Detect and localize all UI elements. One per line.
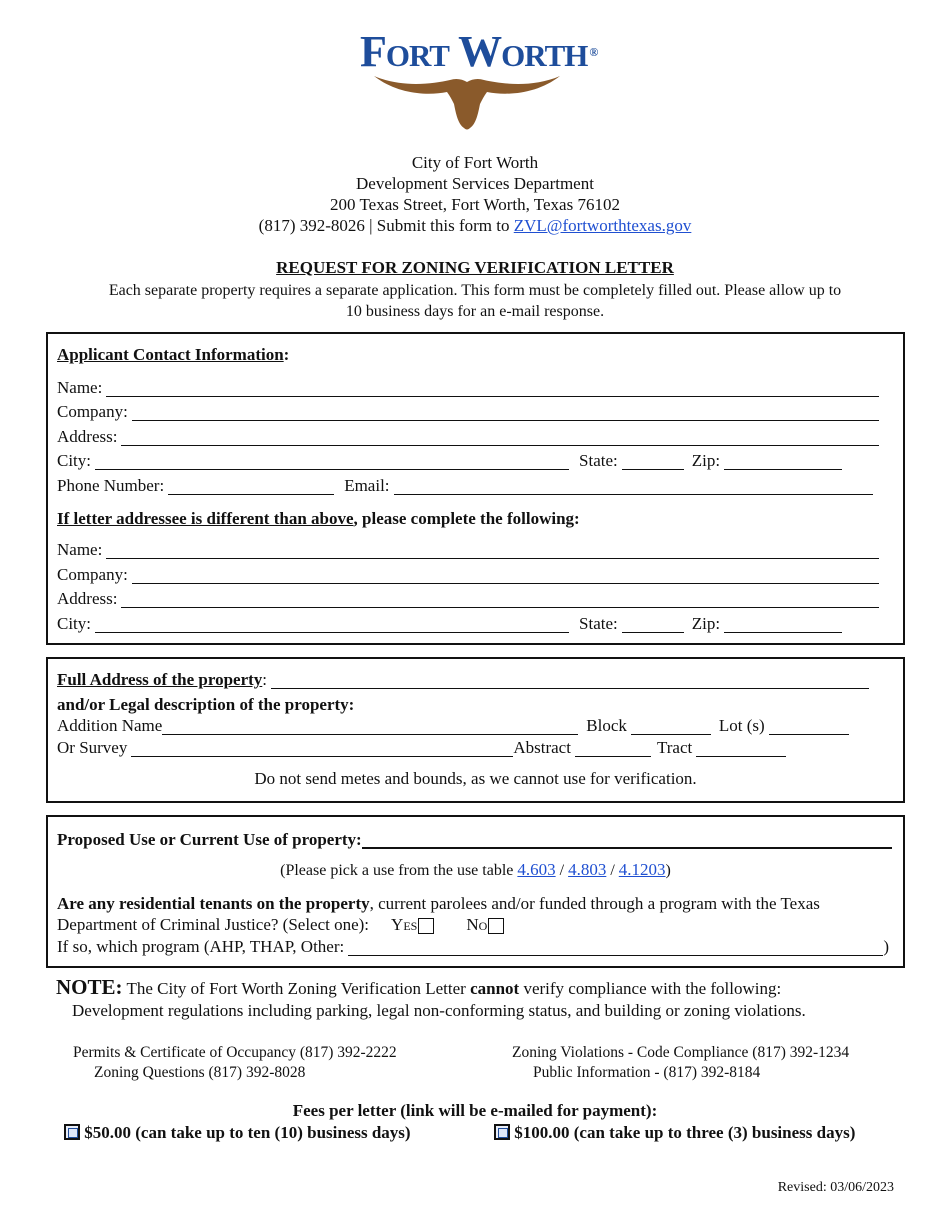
no-label: No (466, 915, 488, 934)
no-checkbox[interactable] (488, 918, 504, 934)
addition-name-field[interactable] (162, 720, 578, 735)
block-field[interactable] (631, 720, 711, 735)
logo (360, 27, 600, 135)
name-label: Name: (57, 378, 103, 397)
submit-email-link[interactable]: ZVL@fortworthtexas.gov (513, 216, 692, 235)
violations-contact: Zoning Violations - Code Compliance (817) 392-1234 (512, 1044, 850, 1061)
tenants-question: Are any residential tenants on the property, current parolees and/or funded through a program with the Texas (57, 894, 820, 913)
tract-label: Tract (656, 738, 693, 757)
phone-text: (817) 392-8026 | Submit this form to (258, 216, 514, 235)
use-table-link-41203[interactable]: 4.1203 (618, 860, 666, 879)
state-field[interactable] (622, 455, 684, 470)
applicant-heading: Applicant Contact Information: (57, 345, 290, 364)
addressee-company-label: Company: (57, 565, 128, 584)
logo-text: Fort Worth (360, 27, 588, 76)
address-label: Address: (57, 427, 118, 446)
note-text-b: verify compliance with the following: (519, 979, 782, 998)
lot-label: Lot (s) (718, 716, 765, 735)
registered-mark: ® (589, 45, 598, 59)
property-section (46, 657, 905, 803)
phone-field[interactable] (168, 480, 334, 495)
fee-50-label: $50.00 (can take up to ten (10) business days) (84, 1123, 411, 1142)
applicant-section (46, 332, 905, 645)
name-field[interactable] (106, 382, 879, 397)
tenants-question-line2: Department of Criminal Justice? (Select one): (57, 915, 370, 934)
addressee-address-field[interactable] (121, 593, 879, 608)
state-label: State: (579, 451, 618, 470)
addressee-heading: If letter addressee is different than above, please complete the following: (57, 509, 580, 528)
use-table-link-4803[interactable]: 4.803 (568, 860, 607, 879)
yes-checkbox[interactable] (418, 918, 434, 934)
intro-line-1: Each separate property requires a separate application. This form must be completely filled out. Please allow up to (108, 282, 842, 299)
addressee-name-label: Name: (57, 540, 103, 559)
abstract-label: Abstract (513, 738, 571, 757)
zip-label: Zip: (691, 451, 721, 470)
longhorn-icon (372, 70, 562, 132)
email-label: Email: (344, 476, 390, 495)
company-label: Company: (57, 402, 128, 421)
metes-note: Do not send metes and bounds, as we cannot use for verification. (254, 769, 697, 788)
intro-line-2: 10 business days for an e-mail response. (345, 303, 605, 320)
survey-label: Or Survey (57, 738, 128, 757)
program-field[interactable] (348, 941, 883, 956)
addressee-zip-field[interactable] (724, 618, 842, 633)
addressee-name-field[interactable] (106, 544, 879, 559)
use-section (46, 815, 905, 968)
fee-100-label: $100.00 (can take up to three (3) business days) (514, 1123, 856, 1142)
addressee-address-label: Address: (57, 589, 118, 608)
fee-100-checkbox[interactable] (494, 1124, 510, 1140)
fee-option-50[interactable] (64, 1123, 411, 1143)
addressee-zip-label: Zip: (691, 614, 721, 633)
use-heading: Proposed Use or Current Use of property: (57, 830, 362, 849)
public-info-contact: Public Information - (817) 392-8184 (533, 1064, 761, 1081)
legal-description-heading: and/or Legal description of the property: (57, 695, 355, 714)
city-label: City: (57, 451, 92, 470)
lot-field[interactable] (769, 720, 849, 735)
addressee-city-field[interactable] (95, 618, 569, 633)
use-table-hint: (Please pick a use from the use table 4.603 / 4.803 / 4.1203) (280, 860, 671, 879)
property-address-field[interactable] (271, 674, 869, 689)
tract-field[interactable] (696, 742, 786, 757)
email-field[interactable] (394, 480, 873, 495)
addressee-company-field[interactable] (132, 569, 879, 584)
addressee-city-label: City: (57, 614, 92, 633)
city-field[interactable] (95, 455, 569, 470)
department-name: Development Services Department (356, 174, 594, 193)
zip-field[interactable] (724, 455, 842, 470)
permits-contact: Permits & Certificate of Occupancy (817) 392-2222 (73, 1044, 397, 1061)
block-label: Block (586, 716, 627, 735)
program-label: If so, which program (AHP, THAP, Other: (57, 937, 345, 956)
contact-line (0, 215, 950, 236)
address-field[interactable] (121, 431, 879, 446)
contacts-left (73, 1043, 397, 1083)
note-line-2: Development regulations including parking, legal non-conforming status, and building or zoning violations. (72, 1001, 806, 1020)
form-title: REQUEST FOR ZONING VERIFICATION LETTER (276, 258, 674, 277)
addressee-state-label: State: (579, 614, 618, 633)
note-cannot: cannot (470, 979, 520, 998)
addressee-state-field[interactable] (622, 618, 684, 633)
fees-heading: Fees per letter (link will be e-mailed for payment): (292, 1101, 658, 1120)
addition-name-label: Addition Name (57, 716, 163, 735)
revised-date: Revised: 03/06/2023 (777, 1180, 894, 1195)
note-label: NOTE: (56, 975, 123, 999)
note-text-a: The City of Fort Worth Zoning Verification Letter (122, 979, 471, 998)
abstract-field[interactable] (575, 742, 651, 757)
use-table-link-4603[interactable]: 4.603 (517, 860, 556, 879)
phone-label: Phone Number: (57, 476, 165, 495)
survey-field[interactable] (131, 742, 513, 757)
fee-50-checkbox[interactable] (64, 1124, 80, 1140)
note-block (56, 976, 916, 1022)
company-field[interactable] (132, 406, 879, 421)
org-name: City of Fort Worth (411, 153, 539, 172)
yes-label: Yes (391, 915, 418, 934)
program-close-paren: ) (883, 937, 889, 956)
use-field[interactable] (362, 833, 892, 849)
property-address-label: Full Address of the property: (57, 670, 268, 689)
contacts-right (512, 1043, 849, 1083)
fee-option-100[interactable] (494, 1123, 855, 1143)
org-address: 200 Texas Street, Fort Worth, Texas 76102 (330, 195, 620, 214)
zoning-questions-contact: Zoning Questions (817) 392-8028 (94, 1064, 306, 1081)
